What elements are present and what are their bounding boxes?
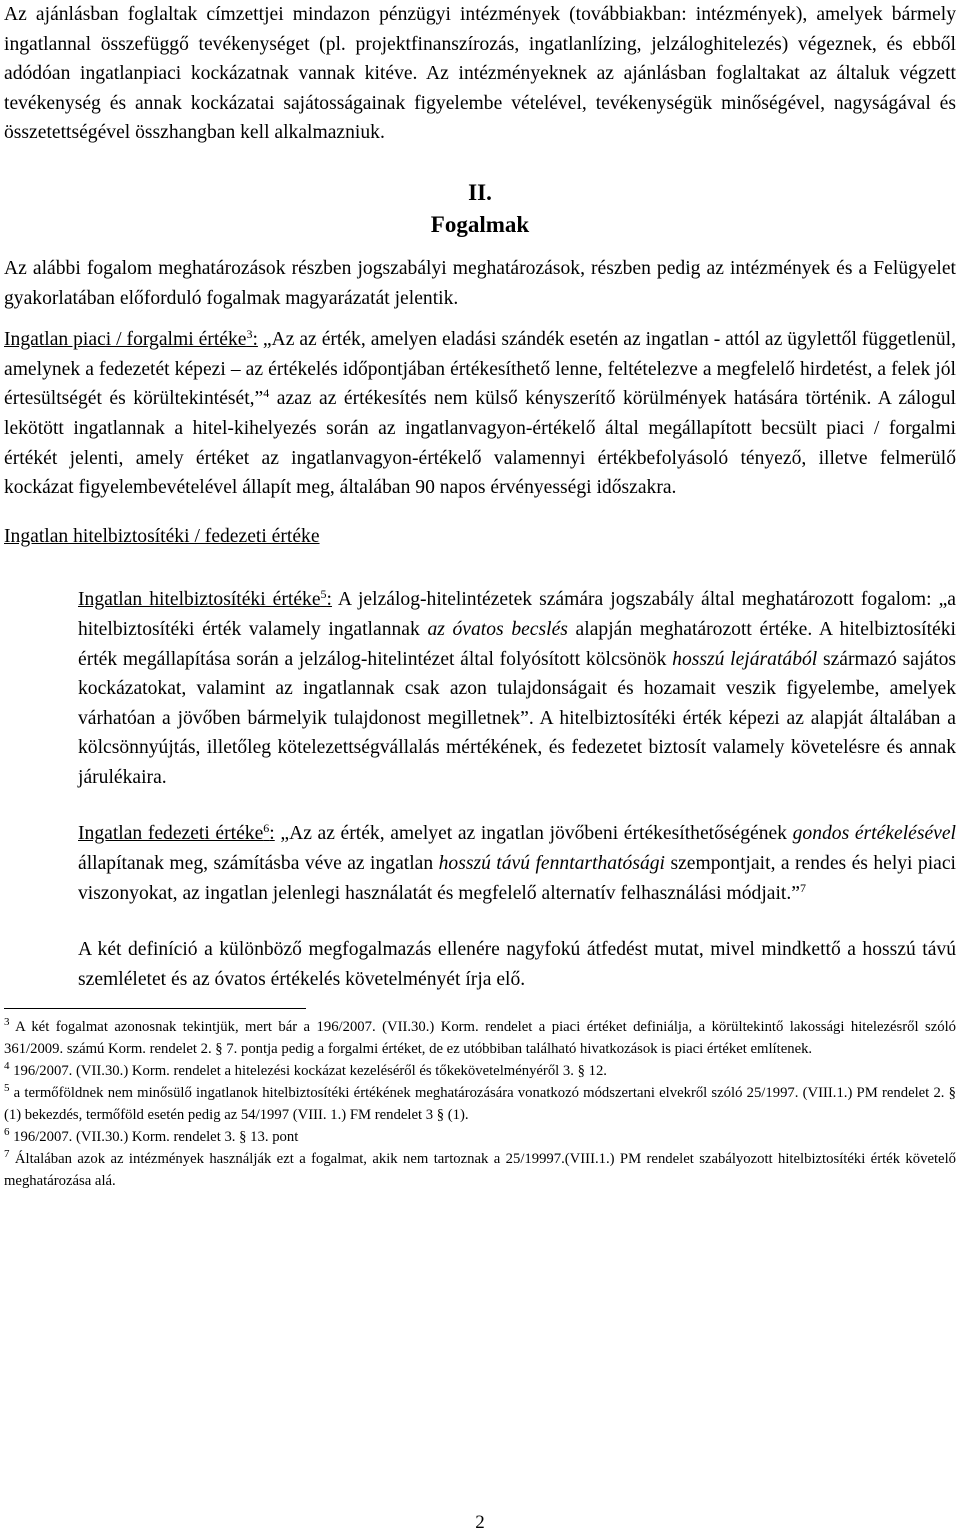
hitelbiztositeki-ertek-term: Ingatlan hitelbiztosítéki értéke$^5$: xyxy=(78,587,332,611)
emphasis-hosszu-lejarat: hosszú lejáratából xyxy=(672,648,818,670)
emphasis-hosszu-tavu: hosszú távú fenntarthatósági xyxy=(438,853,666,875)
section-title: Fogalmak xyxy=(430,211,530,237)
footnotes xyxy=(4,1016,956,1192)
definitions-indented-block xyxy=(4,585,956,994)
emphasis-gondos-ertekeles: gondos értékelésével xyxy=(792,823,956,845)
fedezeti-ertek-term: Ingatlan fedezeti értéke$^6$: xyxy=(78,821,275,845)
footnote-4: $^4$ 196/2007. (VII.30.) Korm. rendelet a hitelezési kockázat kezeléséről és tőkekövetelményéről 3. § 12. xyxy=(4,1060,607,1080)
main-text xyxy=(4,0,956,994)
footnote-5: $^5$ a termőföldnek nem minősülő ingatlanok hitelbiztosítéki értékének meghatározására vonatkozó módszertani elvekről szóló 25/1997. (VIII.1.) PM rendelet 2. § (1) bekezdés, termőföld esetén pedig az 54/1997 (VIII. 1.) FM rendelet 3 § (1). xyxy=(4,1082,956,1124)
fedezeti-ertek-definition: Ingatlan fedezeti értéke$^6$: „Az az érték, amelyet az ingatlan jövőbeni értékesíthetőségének gondos értékelésével állapítanak meg, számításba véve az ingatlan hosszú távú fenntarthatósági szempontjait, a rendes és helyi piaci viszonyokat, az ingatlan jelenlegi használatát és megfelelő alternatív felhasználási módjait.”$^7$ xyxy=(78,821,957,904)
footnote-7: $^7$ Általában azok az intézmények használják ezt a fogalmat, akik nem tartoznak a 25/19997.(VIII.1.) PM rendelet szabályozott hitelbiztosítéki érték követelő meghatározása alá. xyxy=(4,1148,956,1190)
section-heading xyxy=(4,177,956,241)
hitelbiztositeki-ertek-definition: Ingatlan hitelbiztosítéki értéke$^5$: A jelzálog-hitelintézetek számára jogszabály által meghatározott fogalom: „a hitelbiztosítéki érték valamely ingatlannak az óvatos becslés alapján meghatározott értéke. A hitelbiztosítéki érték megállapítása során a jelzálog-hitelintézet által folyósított kölcsönök hosszú lejáratából származó sajátos kockázatokat, valamint az ingatlannak csak azon tulajdonságait és hozamait veszik figyelembe, amelyek várhatóan a jövőben bármelyik tulajdonost megilletnek”. A hitelbiztosítéki érték képezi az alapját általában a kölcsönnyújtás, illetőleg kötelezettségvállalás mértékének, és fedezetet biztosít valamely követelésre és annak járulékaira. xyxy=(78,587,956,788)
hitelbiztositeki-section-title: Ingatlan hitelbiztosítéki / fedezeti értéke xyxy=(4,525,320,547)
section-number: II. xyxy=(468,179,492,205)
page-number: 2 xyxy=(475,1512,485,1533)
piaci-ertek-term: Ingatlan piaci / forgalmi értéke$^3$: xyxy=(4,327,258,351)
footnote-separator xyxy=(4,1008,306,1009)
fogalmak-intro-paragraph: Az alábbi fogalom meghatározások részben jogszabályi meghatározások, részben pedig az intézmények és a Felügyelet gyakorlatában előforduló fogalmak magyarázatát jelentik. xyxy=(4,257,956,309)
closing-paragraph: A két definíció a különböző megfogalmazás ellenére nagyfokú átfedést mutat, mivel mindkettő a hosszú távú szemléletet és az óvatos értékelés követelményét írja elő. xyxy=(78,939,956,990)
footnote-ref-7[interactable]: 7 xyxy=(799,880,806,895)
footnote-3: $^3$ A két fogalmat azonosnak tekintjük, mert bár a 196/2007. (VII.30.) Korm. rendelet a piaci értéket definiálja, a körültekintő lakossági hitelezésről szóló 361/2009. számú Korm. rendelet 2. § 7. pontja pedig a forgalmi értéket, de ez utóbbiban található hivatkozások is piaci értéket említenek. xyxy=(4,1016,956,1058)
emphasis-ovatos-becsles: az óvatos becslés xyxy=(427,618,568,640)
piaci-ertek-definition: Ingatlan piaci / forgalmi értéke$^3$: „Az az érték, amelyen eladási szándék esetén az ingatlan - attól az ügylettől függetlenül, amelynek a fedezetét képezi – az értékelés időpontjában értékesíthető lenne, feltételezve a megfelelő hirdetést, a felek jól értesültségét és körültekintését,”$^4$ azaz az értékesítés nem külső kényszerítő körülmények hatására történik. A zálogul lekötött ingatlannak a hitel-kihelyezés során az ingatlanvagyon-értékelő által megállapított becsült piaci / forgalmi értékét jelenti, amely értéket az ingatlanvagyon-értékelő valamennyi értékbefolyásoló tényező, illetve felmerülő kockázat figyelembevételével állapít meg, általában 90 napos érvényességi időszakra. xyxy=(4,327,957,499)
footnote-ref-6[interactable]: 6 xyxy=(263,821,270,836)
footnote-6: $^6$ 196/2007. (VII.30.) Korm. rendelet 3. § 13. pont xyxy=(4,1126,299,1146)
footnote-ref-5[interactable]: 5 xyxy=(320,587,327,602)
intro-paragraph: Az ajánlásban foglaltak címzettjei mindazon pénzügyi intézmények (továbbiakban: intézmények), amelyek bármely ingatlannal összefüggő tevékenységet (pl. projektfinanszírozás, ingatlanlízing, jelzáloghitelezés) végeznek, és ebből adódóan ingatlanpiaci kockázatnak vannak kitéve. Az intézményeknek az ajánlásban foglaltakat az általuk végzett tevékenység és annak kockázatai sajátosságainak figyelembe vételével, tevékenységük minőségével, nagyságával és összetettségével összhangban kell alkalmazniuk. xyxy=(4,4,956,144)
footnote-ref-3[interactable]: 3 xyxy=(246,327,253,342)
footnote-ref-4[interactable]: 4 xyxy=(263,386,270,401)
